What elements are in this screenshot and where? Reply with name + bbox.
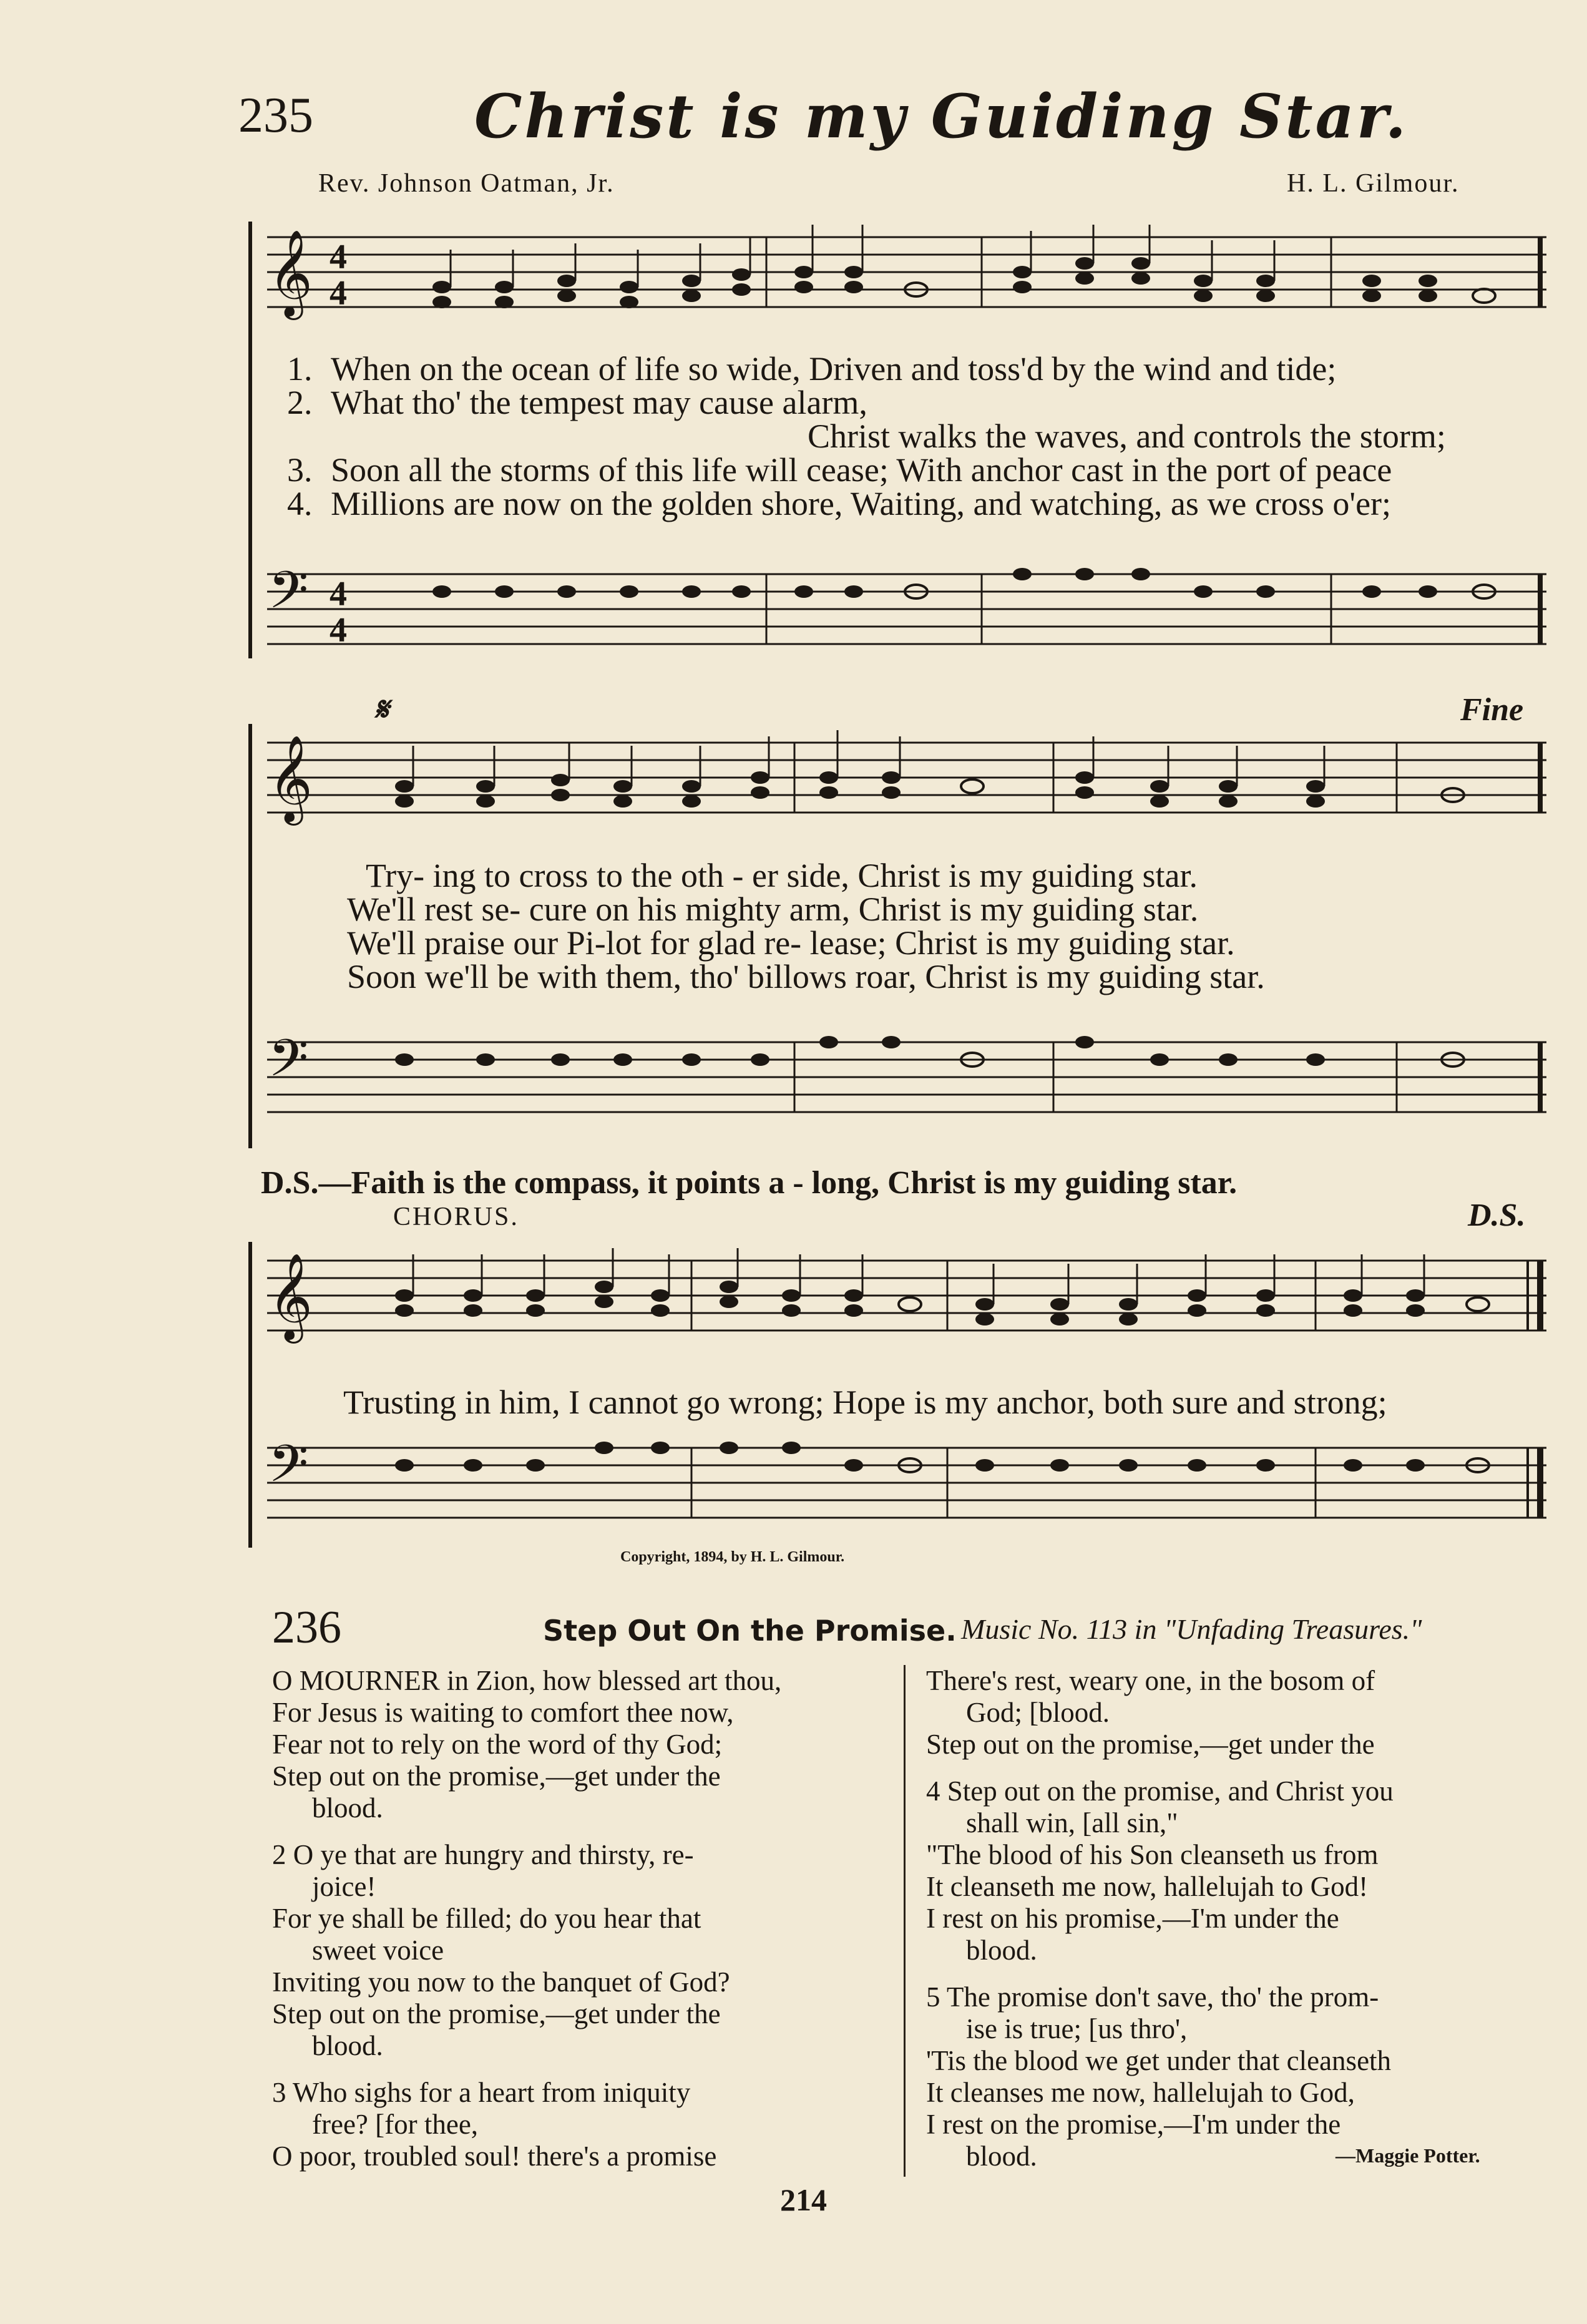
system-bracket: [248, 222, 252, 658]
right-column-line: Step out on the promise,—get under the: [926, 1729, 1375, 1760]
left-column-line: O MOURNER in Zion, how blessed art thou,: [272, 1665, 782, 1696]
right-column-line: It cleanseth me now, hallelujah to God!: [926, 1871, 1369, 1902]
verse-number: 3.: [287, 451, 313, 489]
chorus-lyric: Trusting in him, I cannot go wrong; Hope is my anchor, both sure and strong;: [343, 1384, 1387, 1421]
hymn-236-number: 236: [272, 1602, 341, 1653]
verse-text: Christ walks the waves, and controls the storm;: [808, 417, 1446, 455]
svg-text:𝄞: 𝄞: [268, 1253, 313, 1340]
verse-text: When on the ocean of life so wide, Driven and toss'd by the wind and tide;: [331, 350, 1337, 388]
left-column-line: 2 O ye that are hungry and thirsty, re-: [272, 1839, 694, 1870]
fine-mark: Fine: [1460, 692, 1524, 728]
left-column-line: blood.: [312, 2030, 383, 2061]
bass-staff-system-2: [255, 1030, 1553, 1123]
svg-text:4: 4: [330, 575, 347, 613]
verse-line-4: [287, 484, 1391, 523]
left-column-line: sweet voice: [312, 1935, 444, 1966]
right-column-line: ise is true; [us thro',: [966, 2013, 1188, 2044]
svg-text:𝄞: 𝄞: [268, 735, 313, 822]
left-column-line: Step out on the promise,—get under the: [272, 1998, 721, 2029]
left-column-line: O poor, troubled soul! there's a promise: [272, 2141, 717, 2172]
bass-staff-system-1: [255, 562, 1553, 655]
hymn-236-right-column: [926, 1665, 1548, 2172]
left-column-line: blood.: [312, 1792, 383, 1824]
verse-part2-line-1: Try- ing to cross to the oth - er side, Christ is my guiding star.: [366, 857, 1198, 894]
right-column-line: [926, 1966, 1548, 1981]
left-column-line: For ye shall be filled; do you hear that: [272, 1903, 701, 1934]
treble-staff-system-2: [255, 730, 1553, 836]
svg-text:𝄞: 𝄞: [268, 230, 313, 316]
right-column-line: I rest on his promise,—I'm under the: [926, 1903, 1339, 1934]
bass-staff-chorus: [255, 1435, 1553, 1529]
svg-text:4: 4: [330, 274, 347, 313]
verse-number: 1.: [287, 350, 313, 388]
page-number: 214: [780, 2182, 827, 2217]
verse-line-2: [287, 383, 867, 422]
verse-line-1: [287, 349, 1336, 388]
verse-text: What tho' the tempest may cause alarm,: [331, 384, 867, 421]
svg-text:𝄢: 𝄢: [268, 1030, 309, 1101]
verse-part2-line-3: We'll praise our Pi-lot for glad re- lease; Christ is my guiding star.: [347, 924, 1235, 962]
right-column-line: blood.: [966, 1935, 1037, 1966]
verse-text: Soon all the storms of this life will cease; With anchor cast in the port of peace: [331, 451, 1392, 489]
column-divider: [904, 1665, 906, 2177]
left-column-line: Step out on the promise,—get under the: [272, 1760, 721, 1792]
verse-part2-line-2: We'll rest se- cure on his mighty arm, Christ is my guiding star.: [347, 891, 1199, 928]
treble-staff-system-1: [255, 225, 1553, 331]
right-column-line: 4 Step out on the promise, and Christ you: [926, 1775, 1394, 1807]
svg-text:𝄢: 𝄢: [268, 1435, 309, 1506]
ds-line: D.S.—Faith is the compass, it points a - long, Christ is my guiding star.: [261, 1165, 1238, 1201]
hymn-236-left-column: [272, 1665, 894, 2172]
verse-part2-line-4: Soon we'll be with them, tho' billows roar, Christ is my guiding star.: [347, 958, 1265, 995]
svg-text:4: 4: [330, 611, 347, 650]
left-column-line: For Jesus is waiting to comfort thee now,: [272, 1697, 734, 1728]
verse-number: 4.: [287, 485, 313, 522]
left-column-line: free? [for thee,: [312, 2109, 479, 2140]
right-column-line: I rest on the promise,—I'm under the: [926, 2109, 1341, 2140]
right-column-line: There's rest, weary one, in the bosom of: [926, 1665, 1375, 1696]
right-column-line: blood.: [966, 2141, 1037, 2172]
left-column-line: Fear not to rely on the word of thy God;: [272, 1729, 723, 1760]
hymn-number: 235: [238, 88, 313, 143]
right-column-line: 'Tis the blood we get under that cleanseth: [926, 2045, 1392, 2076]
hymn-236-title: Step Out On the Promise.: [543, 1614, 957, 1648]
svg-text:𝄢: 𝄢: [268, 562, 309, 633]
right-column-line: "The blood of his Son cleanseth us from: [926, 1839, 1379, 1870]
copyright-notice: Copyright, 1894, by H. L. Gilmour.: [620, 1549, 845, 1565]
hymn-title: Christ is my Guiding Star.: [474, 81, 1409, 152]
treble-staff-chorus: [255, 1248, 1553, 1354]
right-column-line: 5 The promise don't save, tho' the prom-: [926, 1981, 1379, 2013]
segno-mark: 𝄋: [374, 692, 389, 728]
svg-text:4: 4: [330, 238, 347, 276]
author-credit: Rev. Johnson Oatman, Jr.: [318, 169, 615, 198]
hymn-236-music-reference: Music No. 113 in "Unfading Treasures.": [961, 1613, 1422, 1645]
left-column-line: joice!: [312, 1871, 376, 1902]
left-column-line: [272, 2062, 894, 2077]
chorus-label: CHORUS.: [393, 1203, 519, 1231]
left-column-line: 3 Who sighs for a heart from iniquity: [272, 2077, 691, 2108]
verse-line-3: [287, 451, 1392, 489]
composer-credit: H. L. Gilmour.: [1287, 169, 1460, 198]
verse-line-2b: [808, 417, 1446, 456]
left-column-line: [272, 1824, 894, 1839]
right-column-line: [926, 1760, 1548, 1775]
right-column-line: God; [blood.: [966, 1697, 1110, 1728]
verse-text: Millions are now on the golden shore, Waiting, and watching, as we cross o'er;: [331, 485, 1392, 522]
ds-mark: D.S.: [1468, 1198, 1526, 1233]
hymn-236-signature: —Maggie Potter.: [1336, 2144, 1480, 2167]
verse-number: 2.: [287, 384, 313, 421]
right-column-line: It cleanses me now, hallelujah to God,: [926, 2077, 1355, 2108]
left-column-line: Inviting you now to the banquet of God?: [272, 1966, 730, 1998]
system-bracket-2: [248, 724, 252, 1148]
right-column-line: shall win, [all sin,": [966, 1807, 1178, 1838]
system-bracket-3: [248, 1242, 252, 1548]
